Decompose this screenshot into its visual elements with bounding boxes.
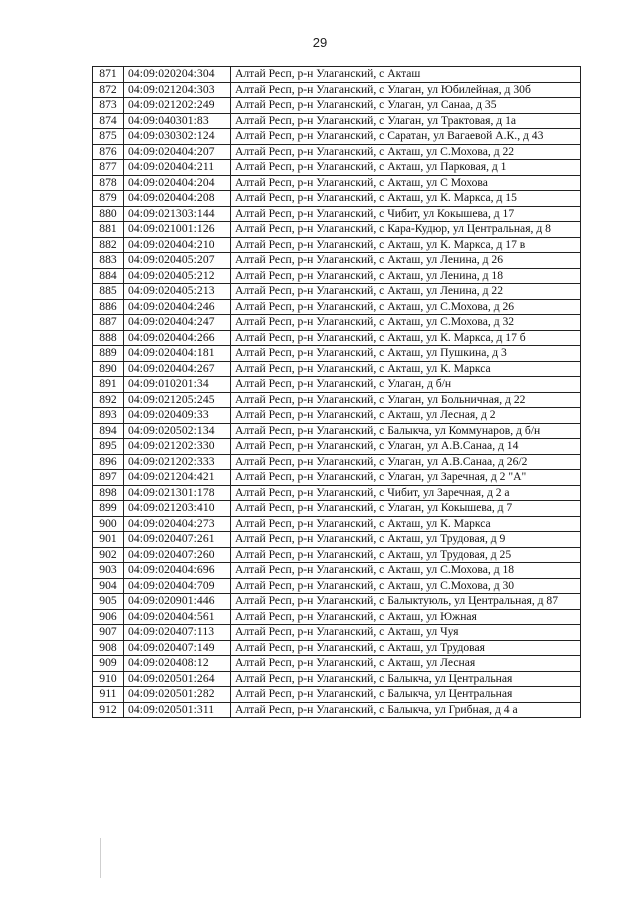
table-row (93, 82, 581, 98)
address: Алтай Респ, р-н Улаганский, с Акташ, ул Пушкина, д 3 (231, 346, 581, 362)
row-number: 912 (93, 702, 124, 718)
cadastral-number: 04:09:040301:83 (124, 113, 231, 129)
cadastral-number: 04:09:020404:207 (124, 144, 231, 160)
address: Алтай Респ, р-н Улаганский, с Акташ, ул Парковая, д 1 (231, 160, 581, 176)
cadastral-number: 04:09:020404:266 (124, 330, 231, 346)
cadastral-number: 04:09:020407:261 (124, 532, 231, 548)
table-row (93, 253, 581, 269)
row-number: 908 (93, 640, 124, 656)
table-row (93, 222, 581, 238)
address: Алтай Респ, р-н Улаганский, с Чибит, ул Заречная, д 2 а (231, 485, 581, 501)
table-row (93, 315, 581, 331)
address: Алтай Респ, р-н Улаганский, с Акташ, ул С.Мохова, д 18 (231, 563, 581, 579)
address: Алтай Респ, р-н Улаганский, с Балыкча, ул Коммунаров, д б/н (231, 423, 581, 439)
cadastral-number: 04:09:020405:213 (124, 284, 231, 300)
table-row (93, 702, 581, 718)
row-number: 885 (93, 284, 124, 300)
row-number: 888 (93, 330, 124, 346)
address: Алтай Респ, р-н Улаганский, с Акташ, ул Трудовая, д 9 (231, 532, 581, 548)
table-row (93, 625, 581, 641)
address: Алтай Респ, р-н Улаганский, с Кара-Кудюр, ул Центральная, д 8 (231, 222, 581, 238)
cadastral-number: 04:09:020204:304 (124, 67, 231, 83)
row-number: 909 (93, 656, 124, 672)
address: Алтай Респ, р-н Улаганский, с Улаган, д б/н (231, 377, 581, 393)
address: Алтай Респ, р-н Улаганский, с Улаган, ул Юбилейная, д 30б (231, 82, 581, 98)
row-number: 893 (93, 408, 124, 424)
row-number: 878 (93, 175, 124, 191)
table-row (93, 330, 581, 346)
row-number: 904 (93, 578, 124, 594)
row-number: 884 (93, 268, 124, 284)
table-row (93, 687, 581, 703)
address: Алтай Респ, р-н Улаганский, с Улаган, ул А.В.Санаа, д 26/2 (231, 454, 581, 470)
row-number: 901 (93, 532, 124, 548)
table-row (93, 516, 581, 532)
cadastral-number: 04:09:020501:311 (124, 702, 231, 718)
address: Алтай Респ, р-н Улаганский, с Акташ, ул К. Маркса, д 17 б (231, 330, 581, 346)
address: Алтай Респ, р-н Улаганский, с Акташ, ул С.Мохова, д 26 (231, 299, 581, 315)
table-row (93, 423, 581, 439)
cadastral-number: 04:09:020404:696 (124, 563, 231, 579)
address: Алтай Респ, р-н Улаганский, с Улаган, ул Больничная, д 22 (231, 392, 581, 408)
address: Алтай Респ, р-н Улаганский, с Акташ, ул Лесная, д 2 (231, 408, 581, 424)
address: Алтай Респ, р-н Улаганский, с Акташ, ул К. Маркса (231, 516, 581, 532)
cadastral-number: 04:09:020404:208 (124, 191, 231, 207)
table-row (93, 284, 581, 300)
row-number: 903 (93, 563, 124, 579)
cadastral-number: 04:09:020405:207 (124, 253, 231, 269)
row-number: 891 (93, 377, 124, 393)
address: Алтай Респ, р-н Улаганский, с Чибит, ул Кокышева, д 17 (231, 206, 581, 222)
page-number: 29 (312, 35, 328, 50)
row-number: 905 (93, 594, 124, 610)
cadastral-number: 04:09:021205:245 (124, 392, 231, 408)
table-row (93, 160, 581, 176)
cadastral-number: 04:09:020404:211 (124, 160, 231, 176)
table-row (93, 299, 581, 315)
row-number: 911 (93, 687, 124, 703)
cadastral-number: 04:09:020407:149 (124, 640, 231, 656)
address: Алтай Респ, р-н Улаганский, с Балыкча, ул Грибная, д 4 а (231, 702, 581, 718)
row-number: 871 (93, 67, 124, 83)
cadastral-number: 04:09:010201:34 (124, 377, 231, 393)
row-number: 877 (93, 160, 124, 176)
scan-edge-mark (100, 838, 101, 878)
table-row (93, 609, 581, 625)
address: Алтай Респ, р-н Улаганский, с Акташ, ул Ленина, д 22 (231, 284, 581, 300)
address: Алтай Респ, р-н Улаганский, с Акташ, ул Трудовая, д 25 (231, 547, 581, 563)
table-row (93, 237, 581, 253)
row-number: 896 (93, 454, 124, 470)
address: Алтай Респ, р-н Улаганский, с Балыкча, ул Центральная (231, 687, 581, 703)
row-number: 876 (93, 144, 124, 160)
table-row (93, 191, 581, 207)
cadastral-number: 04:09:021202:330 (124, 439, 231, 455)
table-row (93, 268, 581, 284)
row-number: 899 (93, 501, 124, 517)
cadastral-number: 04:09:020404:561 (124, 609, 231, 625)
row-number: 887 (93, 315, 124, 331)
row-number: 886 (93, 299, 124, 315)
cadastral-number: 04:09:021203:410 (124, 501, 231, 517)
property-table (92, 66, 581, 718)
cadastral-number: 04:09:020501:264 (124, 671, 231, 687)
address: Алтай Респ, р-н Улаганский, с Балыктуюль, ул Центральная, д 87 (231, 594, 581, 610)
cadastral-number: 04:09:021301:178 (124, 485, 231, 501)
address: Алтай Респ, р-н Улаганский, с Улаган, ул Трактовая, д 1а (231, 113, 581, 129)
table-row (93, 501, 581, 517)
cadastral-number: 04:09:020404:181 (124, 346, 231, 362)
address: Алтай Респ, р-н Улаганский, с Акташ, ул С Мохова (231, 175, 581, 191)
cadastral-number: 04:09:021001:126 (124, 222, 231, 238)
table-row (93, 454, 581, 470)
table-row (93, 144, 581, 160)
cadastral-number: 04:09:020407:260 (124, 547, 231, 563)
cadastral-number: 04:09:020404:267 (124, 361, 231, 377)
row-number: 902 (93, 547, 124, 563)
table-row (93, 485, 581, 501)
address: Алтай Респ, р-н Улаганский, с Акташ, ул Чуя (231, 625, 581, 641)
table-row (93, 656, 581, 672)
table-row (93, 408, 581, 424)
row-number: 895 (93, 439, 124, 455)
row-number: 873 (93, 98, 124, 114)
cadastral-number: 04:09:030302:124 (124, 129, 231, 145)
address: Алтай Респ, р-н Улаганский, с Улаган, ул Кокышева, д 7 (231, 501, 581, 517)
row-number: 890 (93, 361, 124, 377)
row-number: 883 (93, 253, 124, 269)
address: Алтай Респ, р-н Улаганский, с Акташ (231, 67, 581, 83)
address: Алтай Респ, р-н Улаганский, с Акташ, ул К. Маркса, д 15 (231, 191, 581, 207)
cadastral-number: 04:09:021202:249 (124, 98, 231, 114)
table-row (93, 175, 581, 191)
row-number: 907 (93, 625, 124, 641)
row-number: 900 (93, 516, 124, 532)
table-row (93, 594, 581, 610)
cadastral-number: 04:09:020404:246 (124, 299, 231, 315)
row-number: 879 (93, 191, 124, 207)
row-number: 898 (93, 485, 124, 501)
table-row (93, 439, 581, 455)
cadastral-number: 04:09:020405:212 (124, 268, 231, 284)
row-number: 882 (93, 237, 124, 253)
cadastral-number: 04:09:021204:421 (124, 470, 231, 486)
address: Алтай Респ, р-н Улаганский, с Акташ, ул Ленина, д 18 (231, 268, 581, 284)
cadastral-number: 04:09:020404:204 (124, 175, 231, 191)
row-number: 906 (93, 609, 124, 625)
cadastral-number: 04:09:020901:446 (124, 594, 231, 610)
address: Алтай Респ, р-н Улаганский, с Балыкча, ул Центральная (231, 671, 581, 687)
cadastral-number: 04:09:020408:12 (124, 656, 231, 672)
table-row (93, 129, 581, 145)
table-row (93, 563, 581, 579)
table-row (93, 470, 581, 486)
row-number: 875 (93, 129, 124, 145)
cadastral-number: 04:09:020404:709 (124, 578, 231, 594)
table-row (93, 671, 581, 687)
address: Алтай Респ, р-н Улаганский, с Акташ, ул Лесная (231, 656, 581, 672)
table-row (93, 206, 581, 222)
address: Алтай Респ, р-н Улаганский, с Улаган, ул А.В.Санаа, д 14 (231, 439, 581, 455)
table-row (93, 98, 581, 114)
property-table-body (93, 67, 581, 718)
address: Алтай Респ, р-н Улаганский, с Акташ, ул С.Мохова, д 32 (231, 315, 581, 331)
cadastral-number: 04:09:021202:333 (124, 454, 231, 470)
table-row (93, 578, 581, 594)
cadastral-number: 04:09:020404:273 (124, 516, 231, 532)
table-row (93, 547, 581, 563)
table-row (93, 532, 581, 548)
cadastral-number: 04:09:021204:303 (124, 82, 231, 98)
cadastral-number: 04:09:021303:144 (124, 206, 231, 222)
row-number: 897 (93, 470, 124, 486)
cadastral-number: 04:09:020502:134 (124, 423, 231, 439)
table-row (93, 392, 581, 408)
table-row (93, 113, 581, 129)
row-number: 894 (93, 423, 124, 439)
table-row (93, 361, 581, 377)
table-row (93, 640, 581, 656)
address: Алтай Респ, р-н Улаганский, с Акташ, ул С.Мохова, д 30 (231, 578, 581, 594)
address: Алтай Респ, р-н Улаганский, с Акташ, ул С.Мохова, д 22 (231, 144, 581, 160)
address: Алтай Респ, р-н Улаганский, с Акташ, ул Ленина, д 26 (231, 253, 581, 269)
address: Алтай Респ, р-н Улаганский, с Акташ, ул К. Маркса, д 17 в (231, 237, 581, 253)
address: Алтай Респ, р-н Улаганский, с Саратан, ул Вагаевой А.К., д 43 (231, 129, 581, 145)
table-row (93, 377, 581, 393)
address: Алтай Респ, р-н Улаганский, с Акташ, ул Южная (231, 609, 581, 625)
cadastral-number: 04:09:020407:113 (124, 625, 231, 641)
row-number: 874 (93, 113, 124, 129)
row-number: 881 (93, 222, 124, 238)
address: Алтай Респ, р-н Улаганский, с Акташ, ул К. Маркса (231, 361, 581, 377)
address: Алтай Респ, р-н Улаганский, с Улаган, ул Заречная, д 2 "А" (231, 470, 581, 486)
address: Алтай Респ, р-н Улаганский, с Акташ, ул Трудовая (231, 640, 581, 656)
row-number: 872 (93, 82, 124, 98)
cadastral-number: 04:09:020409:33 (124, 408, 231, 424)
row-number: 892 (93, 392, 124, 408)
address: Алтай Респ, р-н Улаганский, с Улаган, ул Санаа, д 35 (231, 98, 581, 114)
row-number: 910 (93, 671, 124, 687)
cadastral-number: 04:09:020404:210 (124, 237, 231, 253)
table-row (93, 67, 581, 83)
row-number: 880 (93, 206, 124, 222)
row-number: 889 (93, 346, 124, 362)
cadastral-number: 04:09:020404:247 (124, 315, 231, 331)
cadastral-number: 04:09:020501:282 (124, 687, 231, 703)
table-row (93, 346, 581, 362)
